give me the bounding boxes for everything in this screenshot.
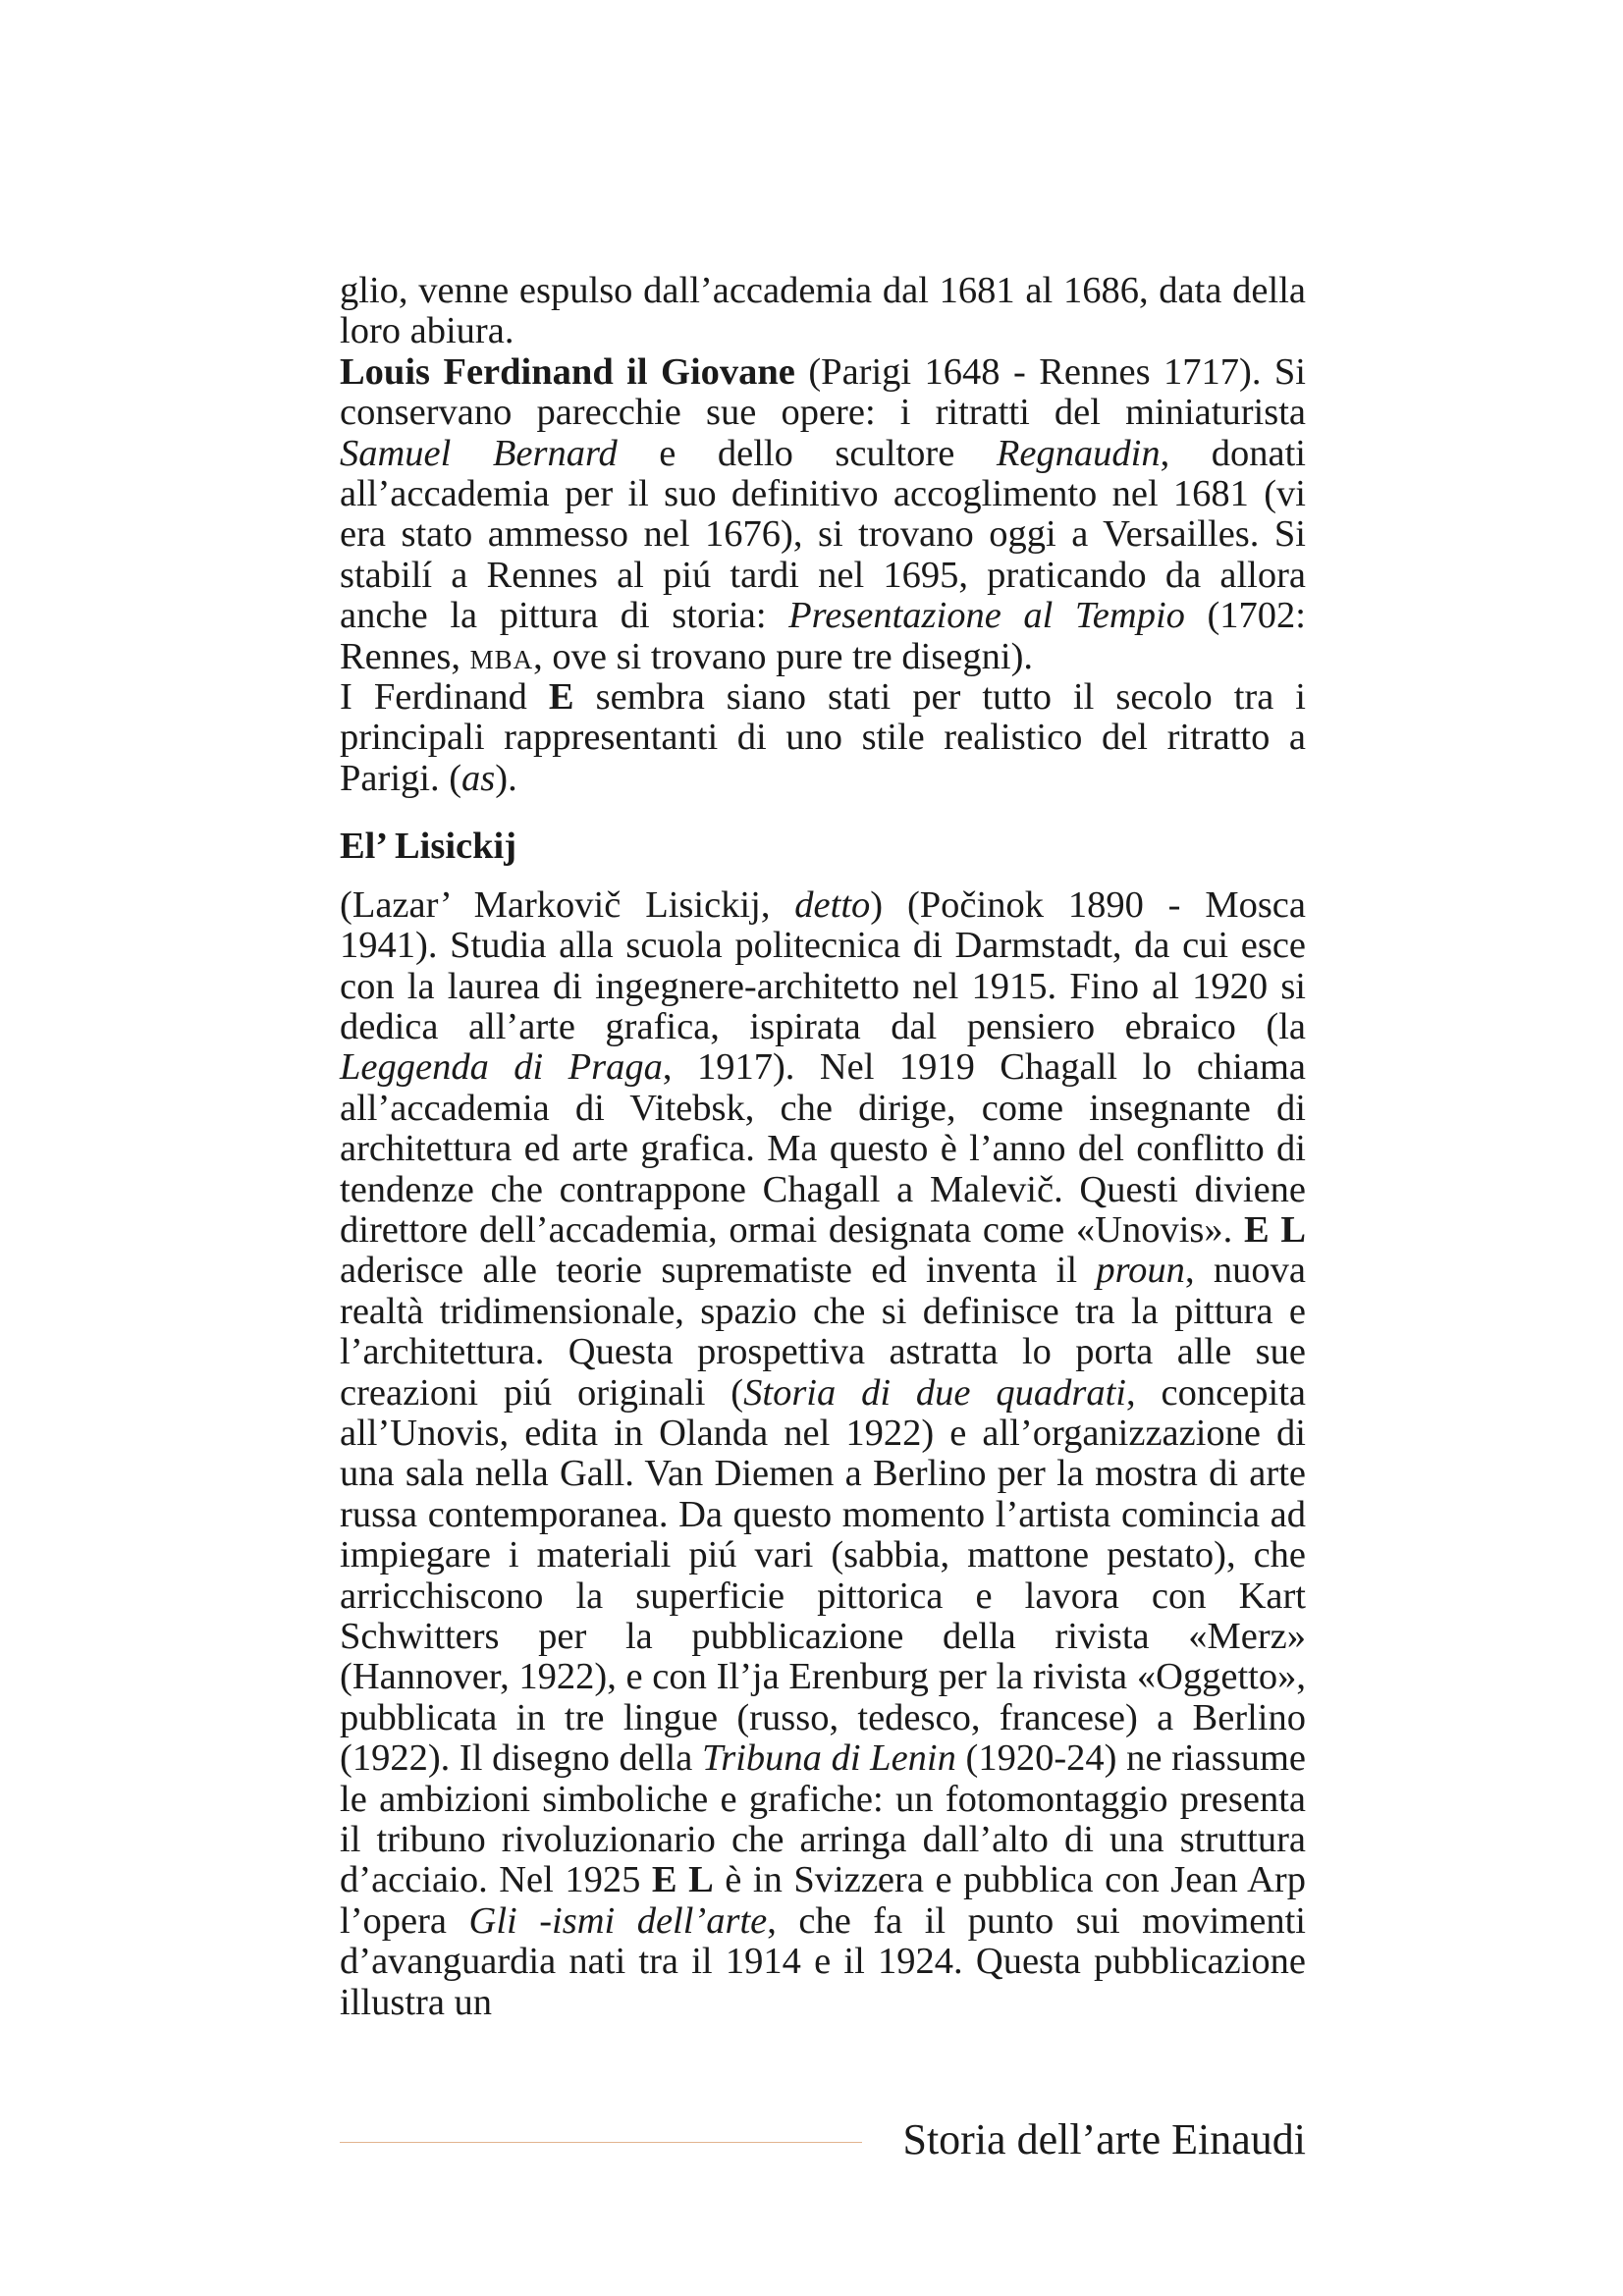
- work-title: Regnaudin: [996, 432, 1161, 474]
- main-text: [340, 271, 1306, 2023]
- paragraph-lisickij: (Lazar’ Markovič Lisickij, detto) (Počinok 1890 - Mosca 1941). Studia alla scuola politecnica di Darmstadt, da cui esce con la laurea di ingegnere-architetto nel 1915. Fino al 1920 si dedica all’arte grafica, ispirata dal pensiero ebraico (la Leggenda di Praga, 1917). Nel 1919 Chagall lo chiama all’accademia di Vitebsk, che dirige, come insegnante di architettura ed arte grafica. Ma questo è l’anno del conflitto di tendenze che contrappone Chagall a Malevič. Questi diviene direttore dell’accademia, ormai designata come «Unovis». E L aderisce alle teorie suprematiste ed inventa il proun, nuova realtà tridimensionale, spazio che si definisce tra la pittura e l’architettura. Questa prospettiva astratta lo porta alle sue creazioni piú originali (Storia di due quadrati, concepita all’Unovis, edita in Olanda nel 1922) e all’organizzazione di una sala nella Gall. Van Diemen a Berlino per la mostra di arte russa contemporanea. Da questo momento l’artista comincia ad impiegare i materiali piú vari (sabbia, mattone pestato), che arricchiscono la superficie pittorica e lavora con Kart Schwitters per la pubblicazione della rivista «Merz» (Hannover, 1922), e con Il’ja Erenburg per la rivista «Oggetto», pubblicata in tre lingue (russo, tedesco, francese) a Berlino (1922). Il disegno della Tribuna di Lenin (1920-24) ne riassume le ambizioni simboliche e grafiche: un fotomontaggio presenta il tribuno rivoluzionario che arringa dall’alto di una struttura d’acciaio. Nel 1925 E L è in Svizzera e pubblica con Jean Arp l’opera Gli -ismi dell’arte, che fa il punto sui movimenti d’avanguardia nati tra il 1914 e il 1924. Questa pubblicazione illustra un: [340, 883, 1307, 2023]
- work-title: Leggenda di Praga: [340, 1046, 663, 1089]
- abbreviation: mba: [469, 635, 534, 677]
- work-title: Samuel Bernard: [340, 432, 618, 474]
- page-footer: [340, 2110, 1306, 2169]
- entry-abbrev: E: [548, 676, 574, 719]
- work-title: Storia di due quadrati: [743, 1371, 1127, 1414]
- paragraph-continuation: glio, venne espulso dall’accademia dal 1681 al 1686, data della loro abiura.: [340, 270, 1306, 352]
- work-title: Gli -ismi dell’arte: [468, 1899, 768, 1942]
- paragraph-ferdinand-summary: I Ferdinand E sembra siano stati per tutto il secolo tra i principali rappresentanti di uno stile realistico del ritratto a Parigi. (as).: [340, 676, 1306, 799]
- footer-rule: [340, 2142, 862, 2143]
- entry-name: Louis Ferdinand il Giovane: [340, 350, 795, 393]
- work-title: Presentazione al Tempio: [788, 595, 1185, 637]
- author-initials: as: [461, 757, 496, 799]
- footer-title: Storia dell’arte Einaudi: [902, 2115, 1306, 2163]
- entry-abbrev: E L: [1243, 1208, 1306, 1251]
- entry-abbrev: E L: [651, 1859, 714, 1901]
- work-title: Tribuna di Lenin: [701, 1737, 956, 1780]
- entry-heading: El’ Lisickij: [340, 826, 517, 868]
- paragraph-louis-ferdinand: Louis Ferdinand il Giovane (Parigi 1648 - Rennes 1717). Si conservano parecchie sue opere: i ritratti del miniaturista Samuel Bernard e dello scultore Regnaudin, donati all’accademia per il suo definitivo accoglimento nel 1681 (vi era stato ammesso nel 1676), si trovano oggi a Versailles. Si stabilí a Rennes al piú tardi nel 1695, praticando da allora anche la pittura di storia: Presentazione al Tempio (1702: Rennes, mba, ove si trovano pure tre disegni).: [340, 350, 1307, 677]
